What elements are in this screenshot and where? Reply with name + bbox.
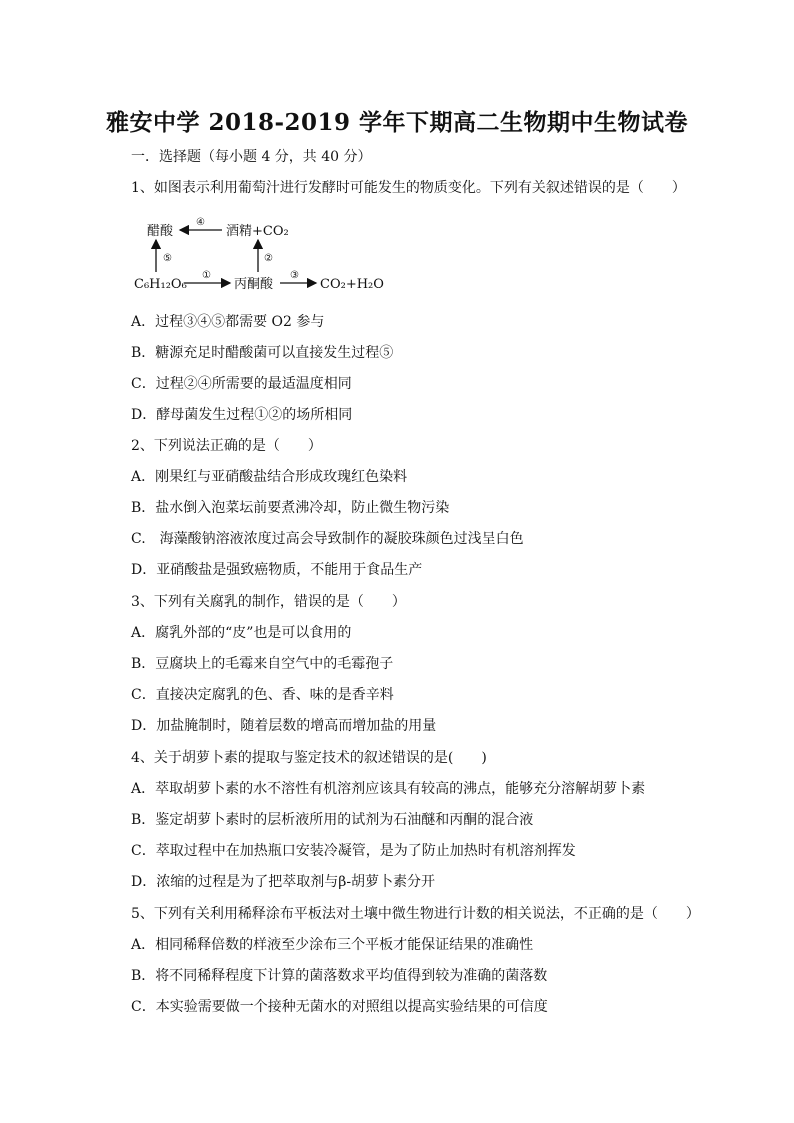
question-5-stem: 5、下列有关利用稀释涂布平板法对土壤中微生物进行计数的相关说法，不正确的是（ ）	[131, 906, 700, 922]
q2-option-d: D．亚硝酸盐是强致癌物质，不能用于食品生产	[131, 562, 423, 578]
co2-h2o-label: CO₂+H₂O	[320, 277, 384, 292]
q4-option-a: A．萃取胡萝卜素的水不溶性有机溶剂应该具有较高的沸点，能够充分溶解胡萝卜素	[131, 781, 646, 797]
step-3-label: ③	[290, 270, 299, 281]
q1-option-a: A．过程③④⑤都需要 O2 参与	[131, 314, 325, 330]
question-1-stem: 1、如图表示利用葡萄汁进行发酵时可能发生的物质变化。下列有关叙述错误的是（ ）	[131, 180, 686, 196]
acetic-acid-label: 醋酸	[147, 224, 174, 239]
q2-option-b: B．盐水倒入泡菜坛前要煮沸冷却，防止微生物污染	[131, 500, 450, 516]
ethanol-co2-label: 酒精+CO₂	[226, 224, 289, 239]
q3-option-b: B．豆腐块上的毛霉来自空气中的毛霉孢子	[131, 656, 394, 672]
question-3-stem: 3、下列有关腐乳的制作，错误的是（ ）	[131, 594, 406, 610]
step-1-label: ①	[202, 270, 211, 281]
q1-option-d: D．酵母菌发生过程①②的场所相同	[131, 407, 353, 423]
q3-option-c: C．直接决定腐乳的色、香、味的是香辛料	[131, 687, 394, 703]
step-4-label: ④	[196, 217, 205, 228]
q4-option-b: B．鉴定胡萝卜素时的层析液所用的试剂为石油醚和丙酮的混合液	[131, 812, 534, 828]
q5-option-c: C．本实验需要做一个接种无菌水的对照组以提高实验结果的可信度	[131, 999, 548, 1015]
pyruvate-label: 丙酮酸	[234, 277, 274, 292]
q1-option-b: B．糖源充足时醋酸菌可以直接发生过程⑤	[131, 345, 394, 361]
q3-option-a: A．腐乳外部的“皮”也是可以食用的	[131, 625, 352, 641]
step-5-label: ⑤	[163, 253, 172, 264]
q2-option-c: C. 海藻酸钠溶液浓度过高会导致制作的凝胶珠颜色过浅呈白色	[131, 531, 524, 547]
section-heading: 一．选择题（每小题 4 分，共 40 分）	[131, 149, 372, 165]
q5-option-a: A．相同稀释倍数的样液至少涂布三个平板才能保证结果的准确性	[131, 937, 534, 953]
fermentation-pathway-diagram	[130, 210, 390, 300]
q1-option-c: C．过程②④所需要的最适温度相同	[131, 376, 352, 392]
question-2-stem: 2、下列说法正确的是（ ）	[131, 438, 322, 454]
q4-option-d: D．浓缩的过程是为了把萃取剂与β-胡萝卜素分开	[131, 874, 436, 890]
step-2-label: ②	[264, 253, 273, 264]
q2-option-a: A．刚果红与亚硝酸盐结合形成玫瑰红色染料	[131, 469, 408, 485]
page-title: 雅安中学 2018-2019 学年下期高二生物期中生物试卷	[105, 109, 689, 136]
question-4-stem: 4、关于胡萝卜素的提取与鉴定技术的叙述错误的是( )	[131, 750, 487, 766]
q3-option-d: D．加盐腌制时，随着层数的增高而增加盐的用量	[131, 718, 437, 734]
glucose-label: C₆H₁₂O₆	[134, 277, 187, 292]
q5-option-b: B．将不同稀释程度下计算的菌落数求平均值得到较为准确的菌落数	[131, 968, 548, 984]
q4-option-c: C．萃取过程中在加热瓶口安装冷凝管，是为了防止加热时有机溶剂挥发	[131, 843, 576, 859]
